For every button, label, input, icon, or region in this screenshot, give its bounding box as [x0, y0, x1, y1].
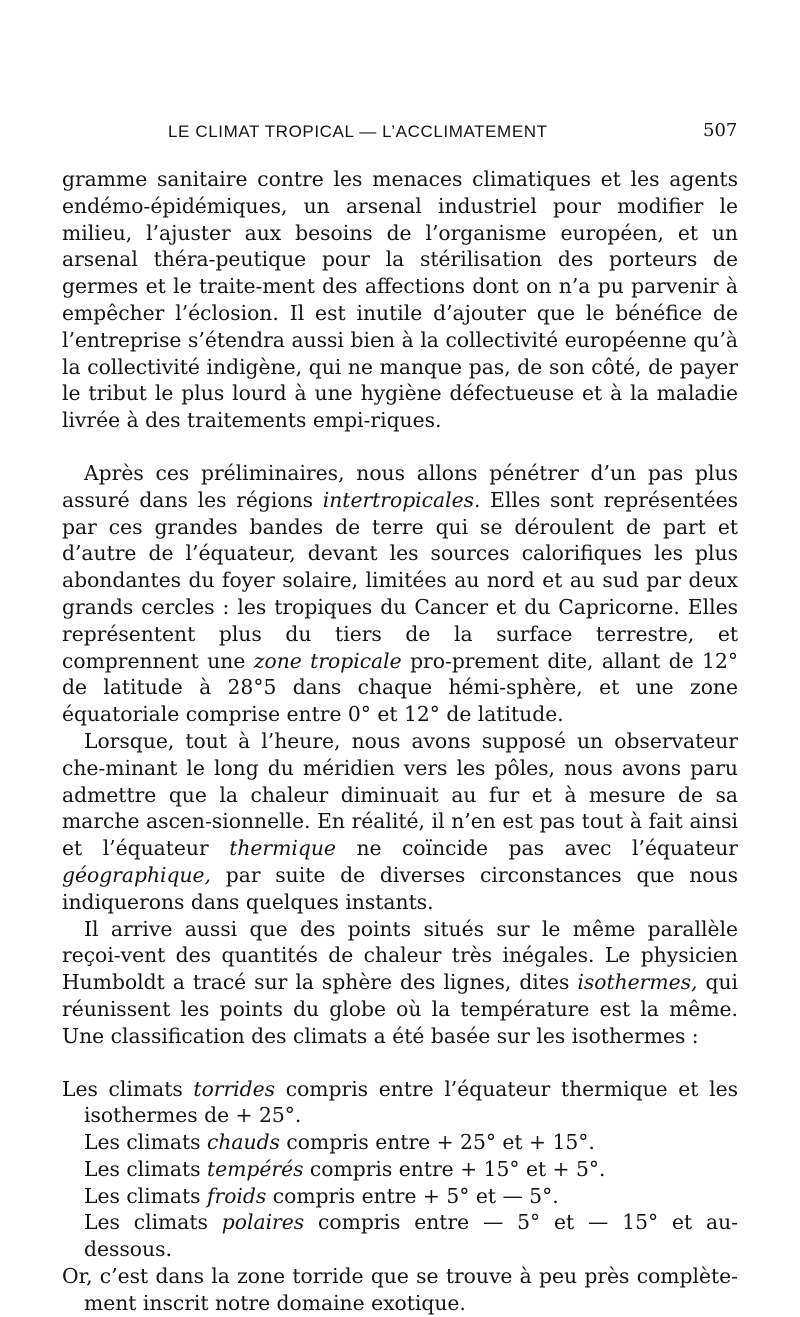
text-segment: Les climats	[84, 1183, 207, 1208]
paragraph-sanitary-program: gramme sanitaire contre les menaces climatiques et les agents endémo-épidémiques, un arsenal industriel pour modifier le milieu, l’ajuster aux besoins de l’organisme européen, et un arsenal théra-peutique pour la stérilisation des porteurs de germes et le traite-ment des affections dont on n’a pu parvenir à empêcher l’éclosion. Il est inutile d’ajouter que le bénéfice de l’entreprise s’étendra aussi bien à la collectivité européenne qu’à la collectivité indigène, qui ne manque pas, de son côté, de payer le tribut le plus lourd à une hygiène défectueuse et à la maladie livrée à des traitements empi-riques.	[62, 167, 738, 433]
italic-term: géographique,	[62, 862, 211, 887]
text-segment: Les climats	[84, 1210, 222, 1235]
italic-term: chauds	[207, 1130, 280, 1155]
text-segment: Les climats	[84, 1130, 207, 1155]
running-title: LE CLIMAT TROPICAL — L’ACCLIMATEMENT	[168, 122, 548, 141]
text-segment: Il arrive aussi que des points situés sur le même parallèle reçoi-vent des quantités de chaleur très inégales. Le physicien Humboldt a tracé sur la sphère des lignes, dites	[62, 916, 738, 995]
text-segment: compris entre l’équateur thermique et les isothermes de + 25°.	[84, 1076, 738, 1128]
text-segment: par suite de diverses circonstances que nous indiquerons dans quelques instants.	[62, 862, 738, 914]
text-segment: compris entre — 5° et — 15° et au-dessous.	[84, 1210, 738, 1262]
text-segment: Les climats	[84, 1156, 207, 1181]
text-segment: Les climats	[62, 1076, 194, 1101]
italic-term: froids	[207, 1183, 267, 1208]
text-segment: Elles sont représentées par ces grandes bandes de terre qui se déroulent de part et d’autre de l’équateur, devant les sources calorifiques les plus abondantes du foyer solaire, limitées au nord et au sud par deux grands cercles : les tropiques du Cancer et du Capricorne. Elles représentent plus du tiers de la surface terrestre, et comprennent une	[62, 487, 738, 673]
text-segment: pro-prement dite, allant de 12° de latitude à 28°5 dans chaque hémi-sphère, et une zone équatoriale comprise entre 0° et 12° de latitude.	[62, 648, 738, 727]
text-segment: compris entre + 15° et + 5°.	[303, 1156, 606, 1181]
italic-term: tempérés	[207, 1156, 304, 1181]
list-item-torrid	[62, 1076, 738, 1130]
italic-term: intertropicales.	[322, 487, 481, 512]
list-item-hot	[62, 1129, 738, 1156]
paragraph-torrid-zone-conclusion: Or, c’est dans la zone torride que se trouve à peu près complète-ment inscrit notre domaine exotique.	[62, 1264, 738, 1315]
list-item-temperate	[62, 1156, 738, 1183]
body-text	[62, 166, 738, 1317]
italic-term: thermique	[229, 836, 336, 861]
italic-term: torrides	[193, 1076, 276, 1101]
italic-term: isothermes,	[577, 970, 698, 995]
page-number: 507	[703, 120, 738, 141]
text-segment: ne coïncide pas avec l’équateur	[335, 836, 738, 861]
paragraph-isotherms	[62, 916, 738, 1050]
text-segment: Lorsque, tout à l’heure, nous avons supposé un observateur che-minant le long du méridien vers les pôles, nous avons paru admettre que la chaleur diminuait au fur et à mesure de sa marche ascen-sionnelle. En réalité, il n’en est pas tout à fait ainsi et l’équateur	[62, 728, 738, 861]
text-segment: compris entre + 5° et — 5°.	[266, 1183, 559, 1208]
list-item-cold	[62, 1183, 738, 1210]
paragraph-thermal-equator	[62, 728, 738, 916]
list-item-polar	[62, 1209, 738, 1263]
paragraph-intertropical-regions	[62, 460, 738, 728]
text-segment: Après ces préliminaires, nous allons pénétrer d’un pas plus assuré dans les régions	[62, 460, 738, 512]
text-segment: compris entre + 25° et + 15°.	[279, 1130, 595, 1155]
text-segment: qui réunissent les points du globe où la température est la même. Une classification des climats a été basée sur les isothermes :	[62, 970, 738, 1048]
italic-term: zone tropicale	[253, 648, 402, 673]
climate-classification-list	[62, 1076, 738, 1317]
italic-term: polaires	[221, 1210, 305, 1235]
